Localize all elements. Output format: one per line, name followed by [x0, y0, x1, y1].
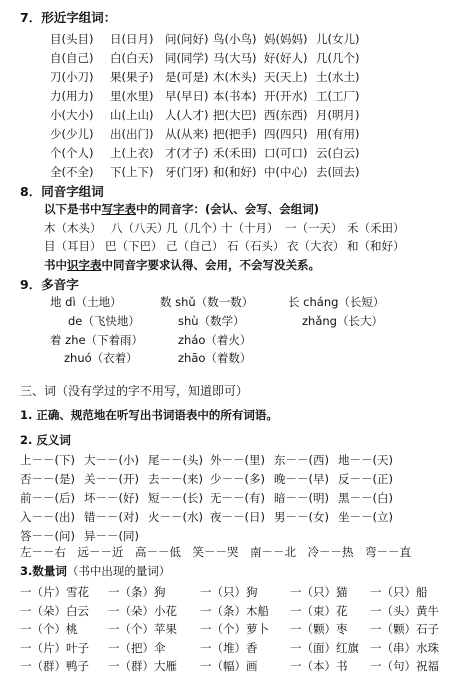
- similar-char-r2-c2: 白(白天): [110, 51, 154, 65]
- measure-word-r4-c2: 一（把）伞: [108, 640, 166, 655]
- measure-word-r4-c5: 一（串）水珠: [370, 640, 439, 655]
- similar-char-r3-c4: 木(木头): [213, 70, 257, 84]
- antonym-r2-c3: 去－－(来): [148, 472, 203, 486]
- similar-char-r7-c3: 才(才子): [165, 146, 209, 160]
- similar-char-r6-c3: 从(从来): [165, 127, 209, 141]
- similar-char-r2-c6: 几(几个): [316, 51, 360, 65]
- antonym-r1-c6: 地－－(天): [338, 453, 393, 467]
- measure-word-r4-c4: 一（面）红旗: [290, 640, 359, 655]
- similar-char-r7-c4: 禾(禾田): [213, 146, 257, 160]
- homophone-a-5: 一（一天）: [285, 221, 343, 235]
- antonym-r2-c6: 反－－(正): [338, 472, 393, 486]
- measure-word-r1-c4: 一（只）猫: [290, 585, 348, 599]
- polyphone-zhe: 着 zhe（下着雨）: [50, 333, 144, 347]
- polyphone-zhao2: zháo（着火）: [178, 333, 252, 347]
- note-text-end: 中同音字要求认得、会用，不会写没关系。: [101, 258, 320, 272]
- measure-word-r2-c1: 一（朵）白云: [20, 603, 89, 618]
- similar-char-r5-c4: 把(大巴): [213, 108, 257, 122]
- similar-char-r5-c6: 月(明月): [316, 108, 360, 122]
- antonym-r2-c1: 否－－(是): [20, 472, 75, 486]
- measure-word-r5-c1: 一（群）鸭子: [20, 659, 89, 673]
- intro-text: 以下是书中: [44, 202, 102, 216]
- antonym-r1-c2: 大－－(小): [84, 453, 139, 467]
- similar-char-r1-c2: 日(日月): [110, 32, 154, 46]
- measure-note: （书中出现的量词）: [66, 564, 171, 578]
- antonym-r3-c1: 前－－(后): [20, 491, 75, 505]
- similar-char-r8-c4: 和(和好): [213, 165, 257, 179]
- polyphone-shu4: shù（数学）: [178, 314, 245, 328]
- section-8-title: 8．同音字组词: [20, 184, 104, 199]
- similar-char-r8-c5: 中(中心): [264, 165, 308, 179]
- similar-char-r7-c6: 云(白云): [316, 146, 360, 160]
- measure-word-r2-c2: 一（朵）小花: [108, 603, 177, 618]
- antonym-r2-c2: 关－－(开): [84, 472, 139, 486]
- similar-char-r3-c6: 土(水土): [316, 70, 360, 84]
- antonym-r3-c4: 无－－(有): [210, 491, 265, 505]
- polyphone-chang: 长 cháng（长短）: [288, 295, 385, 309]
- similar-char-r3-c5: 天(天上): [264, 70, 308, 84]
- similar-char-r1-c5: 妈(妈妈): [264, 32, 308, 46]
- homophone-b-3: 己（自己）: [166, 239, 224, 253]
- homophone-b-2: 巴（下巴）: [105, 239, 163, 253]
- homophone-a-1: 木（木头）: [44, 221, 102, 235]
- antonym-r3-c3: 短－－(长): [148, 491, 203, 505]
- antonym-r1-c5: 东－－(西): [274, 453, 329, 467]
- similar-char-r1-c1: 目(头目): [50, 32, 94, 46]
- antonym-r5-c1: 答－－(问): [20, 529, 75, 543]
- measure-word-r1-c5: 一（只）船: [370, 585, 428, 599]
- antonym-r3-c5: 暗－－(明): [274, 491, 329, 505]
- section-8-intro: [44, 201, 474, 217]
- measure-word-r3-c1: 一（个）桃: [20, 622, 78, 636]
- similar-char-r2-c5: 好(好人): [264, 51, 308, 65]
- measure-word-r5-c4: 一（本）书: [290, 659, 348, 673]
- antonym-r4-c2: 错－－(对): [84, 510, 139, 524]
- similar-char-r3-c1: 刀(小刀): [50, 70, 94, 84]
- homophone-a-4: 十（十月）: [221, 221, 279, 235]
- homophone-b-4: 石（石头）: [227, 239, 285, 253]
- homophone-b-6: 和（和好）: [347, 239, 405, 253]
- homophone-a-6: 禾（禾田）: [347, 221, 405, 235]
- similar-char-r6-c1: 少(少儿): [50, 127, 94, 141]
- measure-word-r3-c2: 一（个）苹果: [108, 622, 177, 636]
- antonym-r3-c6: 黑－－(白): [338, 491, 393, 505]
- similar-char-r4-c3: 早(早日): [165, 89, 209, 103]
- similar-char-r7-c1: 个(个人): [50, 146, 94, 160]
- antonym-r4-c5: 男－－(女): [274, 510, 329, 524]
- measure-word-r3-c3: 一（个）萝卜: [200, 622, 269, 636]
- polyphone-shu3: 数 shǔ（数一数）: [160, 295, 254, 309]
- similar-char-r4-c4: 本(书本): [213, 89, 257, 103]
- antonym-r4-c6: 坐－－(立): [338, 510, 393, 524]
- similar-char-r1-c6: 儿(女儿): [316, 32, 360, 46]
- section-3-title: 三、词（没有学过的字不用写，知道即可）: [20, 384, 249, 398]
- polyphone-zhang: zhǎng（长大）: [302, 314, 383, 328]
- measure-word-r1-c2: 一（条）狗: [108, 585, 166, 599]
- similar-char-r5-c5: 西(东西): [264, 108, 308, 122]
- homophone-b-1: 目（耳目）: [44, 239, 102, 253]
- similar-char-r5-c2: 山(上山): [110, 108, 154, 122]
- similar-char-r8-c3: 牙(门牙): [165, 165, 209, 179]
- similar-char-r3-c2: 果(果子): [110, 70, 154, 84]
- measure-word-r2-c3: 一（条）木船: [200, 603, 269, 618]
- similar-char-r8-c1: 全(不全): [50, 165, 94, 179]
- measure-word-r5-c2: 一（群）大雁: [108, 659, 177, 673]
- antonym-r2-c5: 晚－－(早): [274, 472, 329, 486]
- similar-char-r4-c6: 工(工厂): [316, 89, 360, 103]
- measure-word-r4-c3: 一（堆）香: [200, 640, 258, 655]
- similar-char-r6-c5: 四(四只): [264, 127, 308, 141]
- similar-char-r2-c4: 马(大马): [213, 51, 257, 65]
- measure-word-r1-c3: 一（只）狗: [200, 585, 258, 599]
- homophone-a-3: 几（几个）: [166, 221, 224, 235]
- antonym-r4-c3: 火－－(水): [148, 510, 203, 524]
- similar-char-r7-c5: 口(可口): [264, 146, 308, 160]
- section-8-note: [44, 257, 474, 273]
- measure-word-r4-c1: 一（片）叶子: [20, 640, 89, 655]
- polyphone-de: de（飞快地）: [68, 314, 140, 328]
- similar-char-r3-c3: 是(可是): [165, 70, 209, 84]
- section-3-p2: 2. 反义词: [20, 433, 71, 447]
- antonym-r1-c3: 尾－－(头): [148, 453, 203, 467]
- similar-char-r4-c5: 开(开水): [264, 89, 308, 103]
- similar-char-r4-c2: 里(水里): [110, 89, 154, 103]
- measure-word-r3-c5: 一（颗）石子: [370, 622, 439, 636]
- antonym-r4-c4: 夜－－(日): [210, 510, 265, 524]
- similar-char-r1-c3: 问(问好): [165, 32, 209, 46]
- antonym-r5-c2: 异－－(同): [84, 529, 139, 543]
- similar-char-r6-c2: 出(出门): [110, 127, 154, 141]
- similar-char-r8-c6: 去(回去): [316, 165, 360, 179]
- similar-char-r2-c1: 自(自己): [50, 51, 94, 65]
- similar-char-r7-c2: 上(上衣): [110, 146, 154, 160]
- antonym-r1-c1: 上－－(下): [20, 453, 75, 467]
- homophone-a-2: 八（八天）: [111, 221, 169, 235]
- section-9-title: 9．多音字: [20, 277, 79, 292]
- similar-char-r1-c4: 鸟(小鸟): [213, 32, 257, 46]
- antonym-r4-c1: 入－－(出): [20, 510, 75, 524]
- similar-char-r2-c3: 同(同学): [165, 51, 209, 65]
- homophone-b-5: 衣（大衣）: [287, 239, 345, 253]
- antonym-r1-c4: 外－－(里): [210, 453, 265, 467]
- section-3-p3: [20, 563, 474, 579]
- measure-word-r5-c3: 一（幅）画: [200, 659, 258, 673]
- measure-word-r5-c5: 一（句）祝福: [370, 659, 439, 673]
- polyphone-zhao1: zhāo（着数）: [178, 351, 252, 365]
- antonym-r3-c2: 坏－－(好): [84, 491, 139, 505]
- measure-word-r2-c4: 一（束）花: [290, 603, 348, 618]
- measure-title: 3.数量词: [20, 564, 67, 578]
- similar-char-r8-c2: 下(上下): [110, 165, 154, 179]
- similar-char-r6-c6: 用(有用): [316, 127, 360, 141]
- intro-text-end: 中的同音字：(会认、会写、会组词): [136, 202, 320, 216]
- note-underlined: 识字表: [67, 258, 102, 272]
- antonym-r2-c4: 少－－(多): [210, 472, 265, 486]
- section-3-p1: 1. 正确、规范地在听写出书词语表中的所有词语。: [20, 408, 278, 422]
- polyphone-di: 地 dì（土地）: [50, 295, 122, 309]
- antonym-line: 左－－右 远－－近 高－－低 笑－－哭 南－－北 冷－－热 弯－－直: [20, 545, 411, 559]
- polyphone-zhuo: zhuó（衣着）: [64, 351, 138, 365]
- measure-word-r1-c1: 一（片）雪花: [20, 585, 89, 599]
- note-text: 书中: [44, 258, 67, 272]
- similar-char-r5-c1: 小(大小): [50, 108, 94, 122]
- intro-underlined: 写字表: [101, 202, 136, 216]
- measure-word-r3-c4: 一（颗）枣: [290, 622, 348, 636]
- similar-char-r5-c3: 人(人才): [165, 108, 209, 122]
- section-7-title: 7．形近字组词：: [20, 10, 117, 25]
- similar-char-r4-c1: 力(用力): [50, 89, 94, 103]
- measure-word-r2-c5: 一（头）黄牛: [370, 603, 439, 618]
- similar-char-r6-c4: 把(把手): [213, 127, 257, 141]
